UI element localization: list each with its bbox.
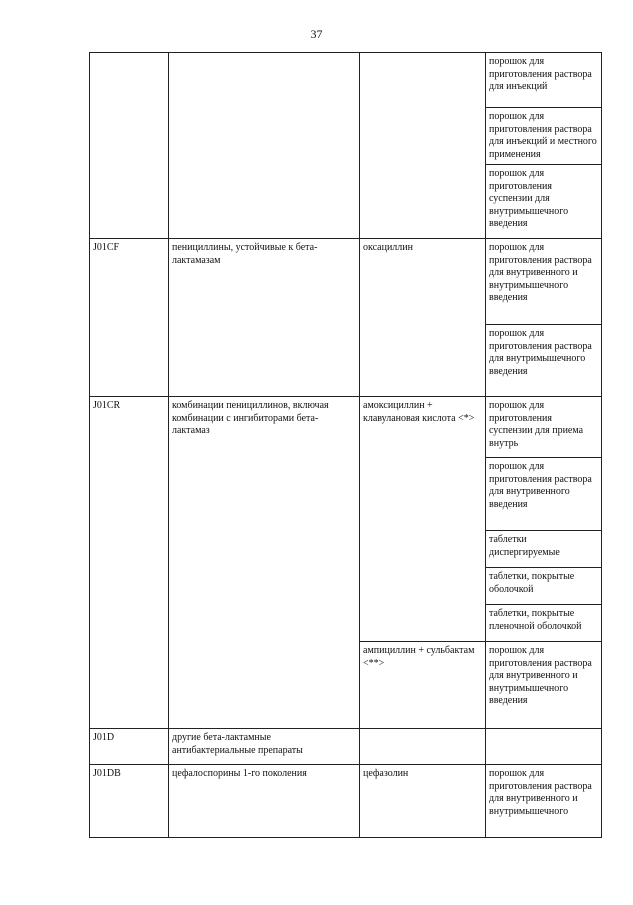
drug-name-cell: цефазолин <box>360 765 486 838</box>
dosage-form-cell: порошок для приготовления раствора для внутривенного введения <box>486 458 602 531</box>
group-name-cell: комбинации пенициллинов, включая комбинации с ингибиторами бета-лактамаз <box>169 397 360 729</box>
dosage-form-cell: порошок для приготовления раствора для внутривенного и внутримышечного введения <box>486 239 602 325</box>
atc-code-cell: J01CR <box>90 397 169 729</box>
group-name-cell: другие бета-лактамные антибактериальные препараты <box>169 729 360 765</box>
drug-name-cell: ампициллин + сульбактам <**> <box>360 642 486 729</box>
table-row <box>90 729 602 765</box>
atc-code-cell <box>90 53 169 239</box>
atc-code-cell: J01DB <box>90 765 169 838</box>
atc-code-cell: J01D <box>90 729 169 765</box>
drug-name-cell: амоксициллин + клавулановая кислота <*> <box>360 397 486 642</box>
dosage-form-cell: порошок для приготовления раствора для инъекций и местного применения <box>486 108 602 165</box>
group-name-cell: цефалоспорины 1-го поколения <box>169 765 360 838</box>
table-row <box>90 239 602 325</box>
dosage-form-cell: таблетки, покрытые пленочной оболочкой <box>486 605 602 642</box>
drug-name-cell <box>360 53 486 239</box>
dosage-form-cell: порошок для приготовления раствора для внутривенного и внутримышечного введения <box>486 642 602 729</box>
dosage-form-cell: порошок для приготовления раствора для внутривенного и внутримышечного <box>486 765 602 838</box>
group-name-cell <box>169 53 360 239</box>
atc-code-cell: J01CF <box>90 239 169 397</box>
drug-table <box>89 52 602 838</box>
dosage-form-cell: таблетки, покрытые оболочкой <box>486 568 602 605</box>
dosage-form-cell <box>486 729 602 765</box>
group-name-cell: пенициллины, устойчивые к бета-лактамазам <box>169 239 360 397</box>
table-row <box>90 53 602 108</box>
dosage-form-cell: порошок для приготовления раствора для инъекций <box>486 53 602 108</box>
drug-name-cell: оксациллин <box>360 239 486 397</box>
table-row <box>90 765 602 838</box>
dosage-form-cell: порошок для приготовления раствора для внутримышечного введения <box>486 325 602 397</box>
dosage-form-cell: порошок для приготовления суспензии для внутримышечного введения <box>486 165 602 239</box>
drug-name-cell <box>360 729 486 765</box>
table-row <box>90 397 602 458</box>
dosage-form-cell: таблетки диспергируемые <box>486 531 602 568</box>
dosage-form-cell: порошок для приготовления суспензии для приема внутрь <box>486 397 602 458</box>
page-number: 37 <box>310 27 323 41</box>
